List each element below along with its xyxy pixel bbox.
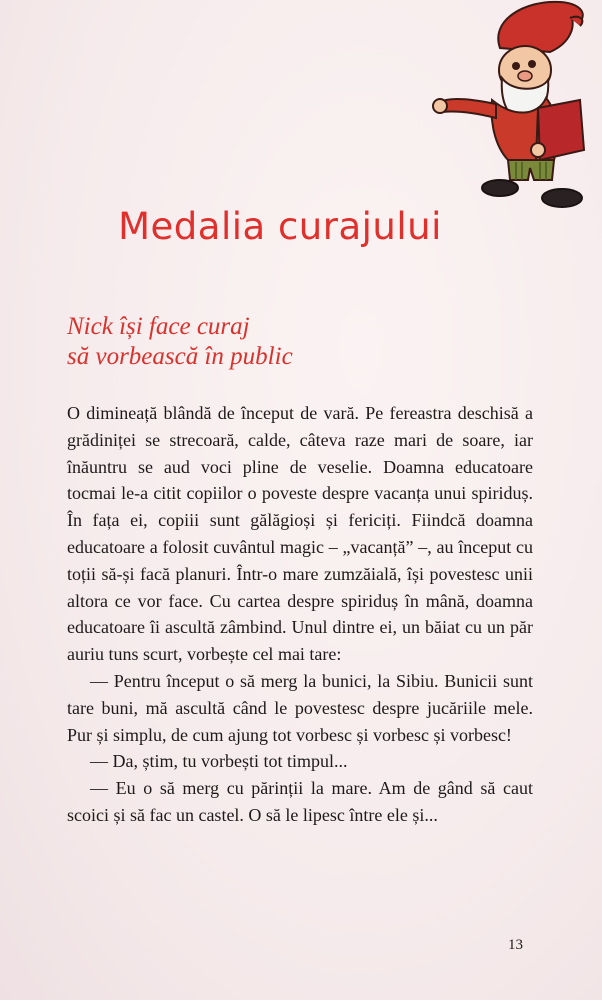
- story-paragraph: O dimineață blândă de început de vară. Pe fereastra deschisă a grădiniței se strecoară, calde, câteva raze mari de soare, iar înăuntru se aud voci pline de veselie. Doamna educatoare tocmai le-a citit copiilor o poveste despre vacanța unui spiriduș. În fața ei, copiii sunt gălăgioși și fericiți. Fiindcă doamna educatoare a folosit cuvântul magic – „vacanță” –, au început cu toții să-și facă planuri. Într-o mare zumzăială, își povestesc unii altora ce vor face. Cu cartea despre spiriduș în mână, doamna educatoare îi ascultă zâmbind. Unul dintre ei, un băiat cu un păr auriu tuns scurt, vorbește cel mai tare:: [67, 403, 533, 665]
- section-subtitle: [67, 312, 293, 372]
- chapter-title: Medalia curajului: [118, 205, 442, 248]
- gnome-illustration: [430, 0, 602, 210]
- dialogue-line: — Da, știm, tu vorbești tot timpul...: [90, 751, 348, 772]
- dialogue-line: — Pentru început o să merg la bunici, la Sibiu. Bunicii sunt tare buni, mă ascultă când le povestesc despre jucăriile mele. Pur și simplu, de cum ajung tot vorbesc și vorbesc și vorbesc!: [67, 670, 533, 745]
- subtitle-line-2: să vorbească în public: [67, 343, 293, 370]
- page-number: 13: [508, 937, 523, 953]
- dialogue-line: — Eu o să merg cu părinții la mare. Am de gând să caut scoici și să fac un castel. O să le lipesc între ele și...: [67, 778, 533, 825]
- story-body: [67, 400, 533, 829]
- subtitle-line-1: Nick își face curaj: [67, 313, 250, 340]
